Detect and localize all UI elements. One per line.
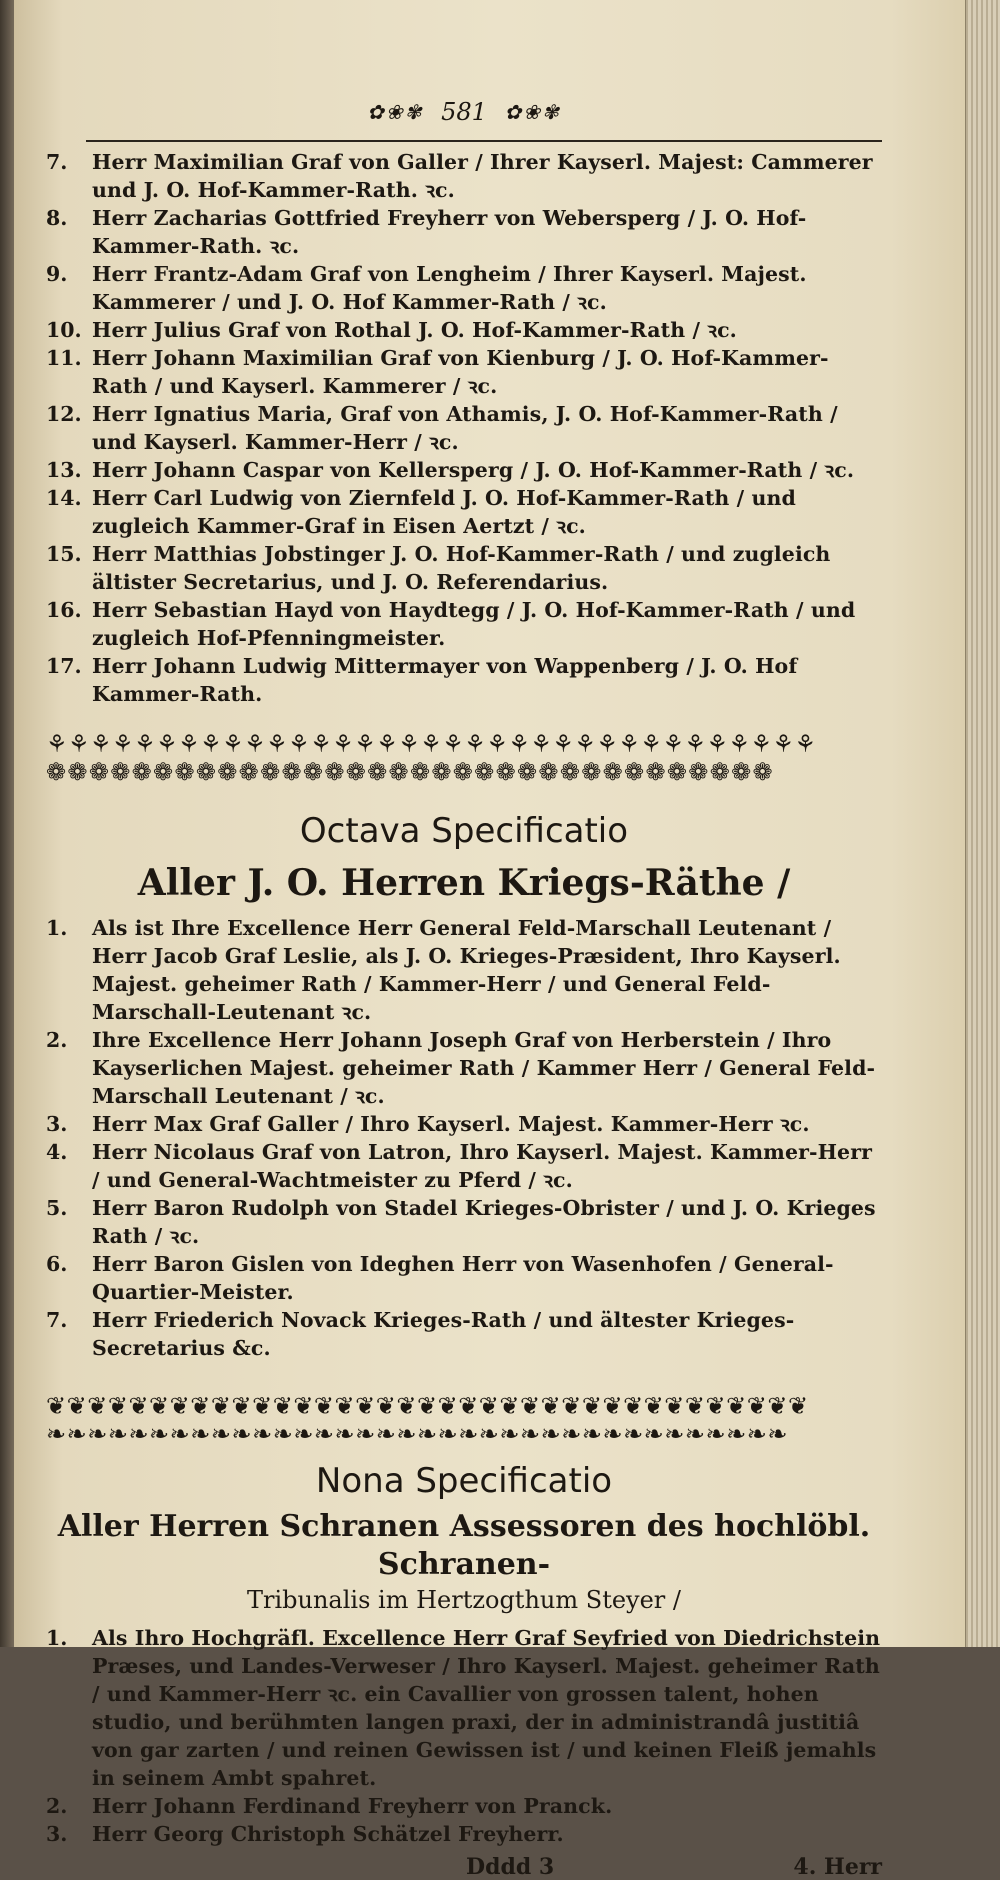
entry-number: 3. [46, 1822, 68, 1846]
header-rule [86, 140, 882, 142]
entry-number: 8. [46, 206, 68, 230]
signature-mark: Dddd 3 [466, 1854, 555, 1880]
section9-subtitle: Aller Herren Schranen Assessoren des hochlöbl. Schranen- [57, 1509, 871, 1582]
entry-text: Herr Nicolaus Graf von Latron, Ihro Kayserl. Majest. Kammer-Herr / und General-Wachtmeister zu Pferd / ꝛc. [92, 1140, 873, 1192]
entry-number: 12. [46, 402, 82, 426]
kammer-rath-entry [46, 596, 882, 652]
kammer-rath-entry [46, 148, 882, 204]
entry-number: 11. [46, 346, 82, 370]
entry-number: 9. [46, 262, 68, 286]
catchword: 4. Herr [793, 1854, 882, 1880]
section8-title: Octava Specificatio [299, 811, 629, 851]
page-header [46, 96, 882, 140]
section9-title: Nona Specificatio [315, 1461, 613, 1501]
entry-text: Herr Johann Caspar von Kellersperg / J. O. Hof-Kammer-Rath / ꝛc. [92, 458, 855, 482]
entries-top-list [46, 148, 882, 708]
entry-text: Herr Zacharias Gottfried Freyherr von Webersperg / J. O. Hof-Kammer-Rath. ꝛc. [92, 206, 807, 258]
kriegs-rath-entry [46, 1306, 882, 1362]
entry-number: 2. [46, 1794, 68, 1818]
entry-text: Herr Max Graf Galler / Ihro Kayserl. Majest. Kammer-Herr ꝛc. [92, 1112, 810, 1136]
entry-text: Herr Baron Gislen von Ideghen Herr von Wasenhofen / General-Quartier-Meister. [92, 1252, 834, 1304]
kammer-rath-entry [46, 204, 882, 260]
page-footer [46, 1854, 882, 1880]
entry-number: 3. [46, 1112, 68, 1136]
entry-text: Ihre Excellence Herr Johann Joseph Graf von Herberstein / Ihro Kayserlichen Majest. geheimer Rath / Kammer Herr / General Feld-Marschall Leutenant / ꝛc. [92, 1028, 876, 1108]
entry-text: Herr Johann Maximilian Graf von Kienburg / J. O. Hof-Kammer-Rath / und Kayserl. Kammerer / ꝛc. [92, 346, 829, 398]
ornament-row: ⚘⚘⚘⚘⚘⚘⚘⚘⚘⚘⚘⚘⚘⚘⚘⚘⚘⚘⚘⚘⚘⚘⚘⚘⚘⚘⚘⚘⚘⚘⚘⚘⚘⚘⚘ [46, 730, 817, 758]
entry-text: Herr Ignatius Maria, Graf von Athamis, J. O. Hof-Kammer-Rath / und Kayserl. Kammer-Herr / ꝛc. [92, 402, 838, 454]
entry-number: 6. [46, 1252, 68, 1276]
entry-number: 2. [46, 1028, 68, 1052]
schranen-assessor-entry [46, 1820, 882, 1848]
ornament-row: ❦❦❦❦❦❦❦❦❦❦❦❦❦❦❦❦❦❦❦❦❦❦❦❦❦❦❦❦❦❦❦❦❦❦❦❦❦ [46, 1392, 809, 1420]
entry-number: 15. [46, 542, 82, 566]
ornament-divider-2 [46, 1392, 882, 1452]
kammer-rath-entry [46, 652, 882, 708]
ornament-row: ❧❧❧❧❧❧❧❧❧❧❧❧❧❧❧❧❧❧❧❧❧❧❧❧❧❧❧❧❧❧❧❧❧❧❧❧ [46, 1420, 788, 1448]
ornament-divider-1 [46, 730, 882, 792]
entry-text: Herr Baron Rudolph von Stadel Krieges-Obrister / und J. O. Krieges Rath / ꝛc. [92, 1196, 876, 1248]
kriegs-rath-entry [46, 1194, 882, 1250]
ornament-row: ❁❁❁❁❁❁❁❁❁❁❁❁❁❁❁❁❁❁❁❁❁❁❁❁❁❁❁❁❁❁❁❁❁❁ [46, 758, 774, 786]
schranen-assessor-entry [46, 1624, 882, 1792]
entry-text: Herr Johann Ferdinand Freyherr von Pranck. [92, 1794, 613, 1818]
entry-number: 10. [46, 318, 82, 342]
section9-list [46, 1624, 882, 1848]
kammer-rath-entry [46, 316, 882, 344]
kriegs-rath-entry [46, 914, 882, 1026]
kammer-rath-entry [46, 456, 882, 484]
page-number: 581 [441, 97, 487, 126]
schranen-assessor-entry [46, 1792, 882, 1820]
kriegs-rath-entry [46, 1110, 882, 1138]
entry-text: Herr Julius Graf von Rothal J. O. Hof-Kammer-Rath / ꝛc. [92, 318, 737, 342]
entry-number: 5. [46, 1196, 68, 1220]
kriegs-rath-entry [46, 1026, 882, 1110]
entry-text: Herr Maximilian Graf von Galler / Ihrer Kayserl. Majest: Cammerer und J. O. Hof-Kammer-Rath. ꝛc. [92, 150, 873, 202]
entry-number: 1. [46, 1626, 68, 1650]
kammer-rath-entry [46, 344, 882, 400]
header-ornament-left: ✿❀✾ [367, 99, 424, 124]
kammer-rath-entry [46, 260, 882, 316]
entry-text: Herr Matthias Jobstinger J. O. Hof-Kammer-Rath / und zugleich ältister Secretarius, und J. O. Referendarius. [92, 542, 831, 594]
entry-text: Als Ihro Hochgräfl. Excellence Herr Graf Seyfried von Diedrichstein Præses, und Landes-Verweser / Ihro Kayserl. Majest. geheimer Rath / und Kammer-Herr ꝛc. ein Cavallier von grossen talent, hohen studio, und berühmten langen praxi, der in administrandâ justitiâ von gar zarten / und reinen Gewissen ist / und keinen Fleiß jemahls in seinem Ambt spahret. [92, 1626, 881, 1790]
section8-list [46, 914, 882, 1362]
entry-text: Herr Sebastian Hayd von Haydtegg / J. O. Hof-Kammer-Rath / und zugleich Hof-Pfenningmeister. [92, 598, 856, 650]
entry-text: Herr Frantz-Adam Graf von Lengheim / Ihrer Kayserl. Majest. Kammerer / und J. O. Hof Kammer-Rath / ꝛc. [92, 262, 807, 314]
kriegs-rath-entry [46, 1138, 882, 1194]
header-ornament-right: ✿❀✾ [504, 99, 561, 124]
section8-subtitle: Aller J. O. Herren Kriegs-Räthe / [137, 862, 791, 904]
kammer-rath-entry [46, 484, 882, 540]
entry-text: Herr Johann Ludwig Mittermayer von Wappenberg / J. O. Hof Kammer-Rath. [92, 654, 798, 706]
page-edges [965, 0, 1000, 1647]
entry-text: Herr Georg Christoph Schätzel Freyherr. [92, 1822, 564, 1846]
entry-text: Als ist Ihre Excellence Herr General Feld-Marschall Leutenant / Herr Jacob Graf Leslie, als J. O. Krieges-Præsident, Ihro Kayserl. Majest. geheimer Rath / Kammer-Herr / und General Feld-Marschall-Leutenant ꝛc. [92, 916, 841, 1024]
entry-number: 14. [46, 486, 82, 510]
kriegs-rath-entry [46, 1250, 882, 1306]
entry-number: 13. [46, 458, 82, 482]
entry-number: 7. [46, 1308, 68, 1332]
page-content [46, 96, 882, 1880]
kammer-rath-entry [46, 540, 882, 596]
entry-number: 7. [46, 150, 68, 174]
entry-number: 16. [46, 598, 82, 622]
entry-text: Herr Carl Ludwig von Ziernfeld J. O. Hof-Kammer-Rath / und zugleich Kammer-Graf in Eisen Aertzt / ꝛc. [92, 486, 796, 538]
entry-number: 1. [46, 916, 68, 940]
section9-subtitle-line2: Tribunalis im Hertzogthum Steyer / [247, 1586, 681, 1614]
entry-number: 4. [46, 1140, 68, 1164]
kammer-rath-entry [46, 400, 882, 456]
entry-text: Herr Friederich Novack Krieges-Rath / und ältester Krieges-Secretarius &c. [92, 1308, 795, 1360]
entry-number: 17. [46, 654, 82, 678]
